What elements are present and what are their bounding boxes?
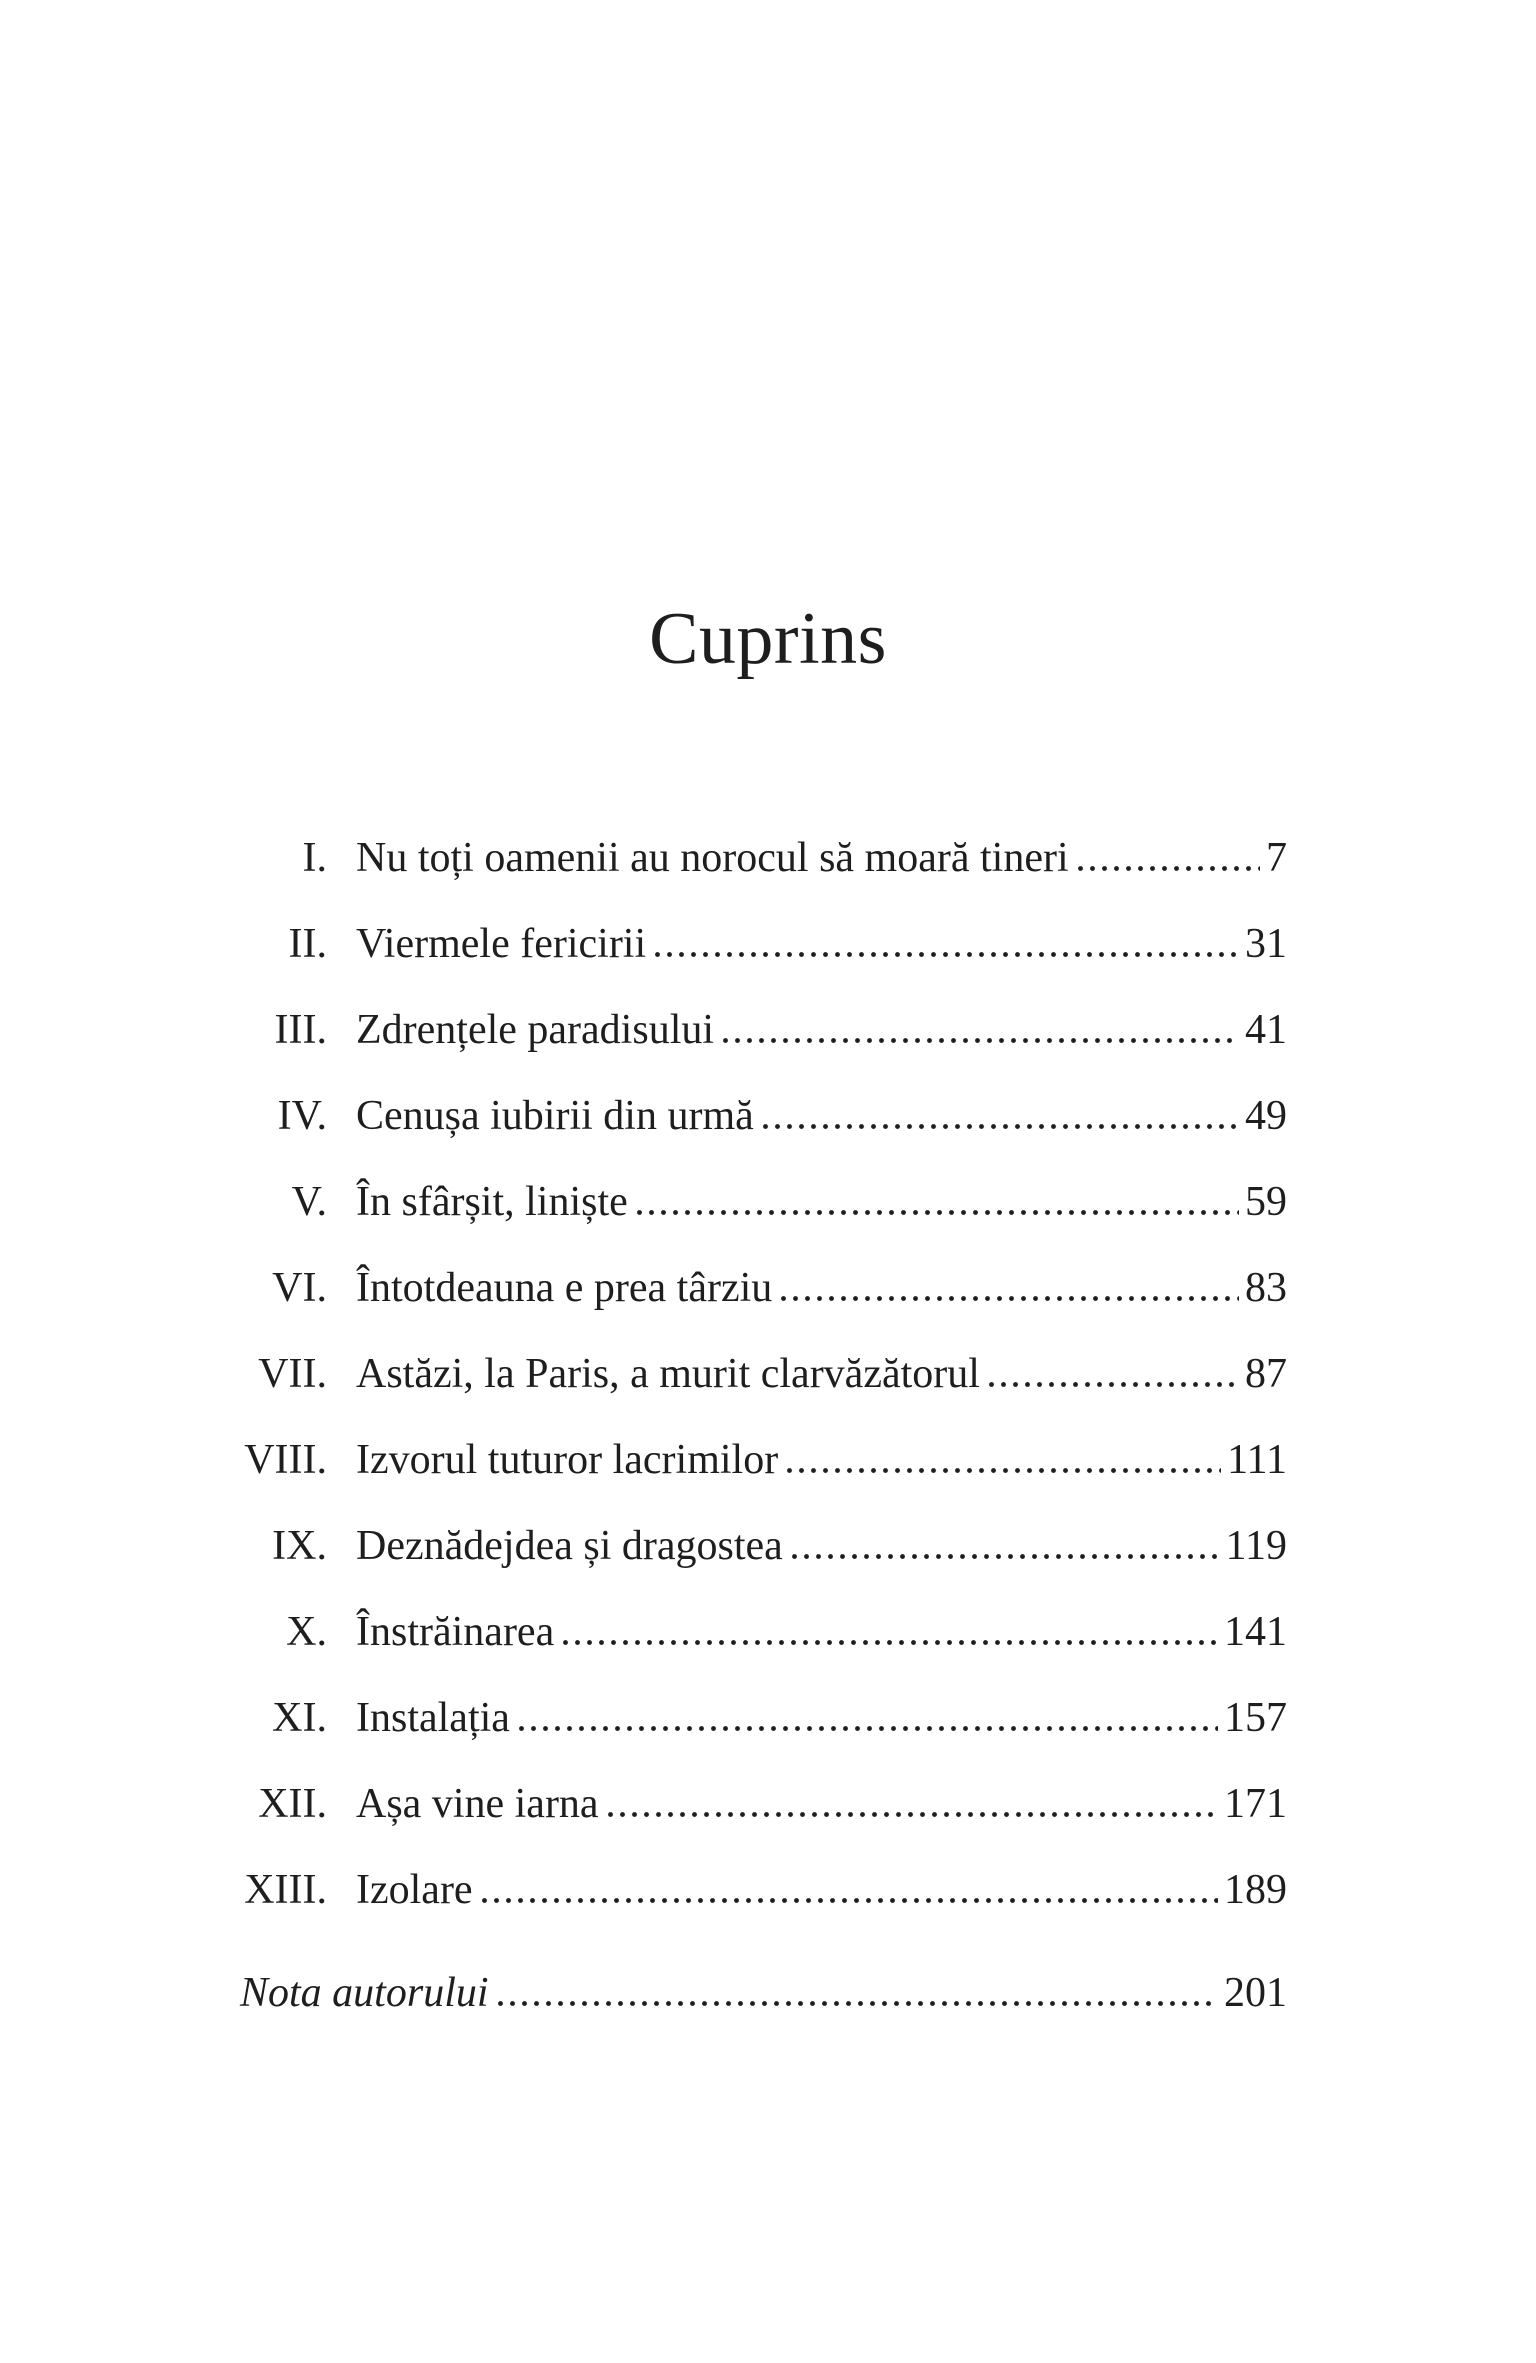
chapter-title: Nota autorului bbox=[240, 1970, 489, 2016]
toc-entry bbox=[240, 1159, 1287, 1245]
chapter-title: Astăzi, la Paris, a murit clarvăzătorul bbox=[356, 1351, 980, 1397]
toc-entry bbox=[240, 1950, 1287, 2036]
toc-entry bbox=[240, 1761, 1287, 1847]
chapter-page-number: 49 bbox=[1245, 1093, 1287, 1139]
chapter-numeral: VI. bbox=[272, 1265, 327, 1311]
toc-entry bbox=[240, 1589, 1287, 1675]
chapter-numeral: X. bbox=[286, 1609, 327, 1655]
dot-leader bbox=[723, 1038, 1239, 1043]
chapter-numeral: IV. bbox=[277, 1093, 327, 1139]
chapter-page-number: 87 bbox=[1245, 1351, 1287, 1397]
chapter-page-number: 41 bbox=[1245, 1007, 1287, 1053]
page-title: Cuprins bbox=[649, 598, 887, 680]
toc-entry bbox=[240, 1073, 1287, 1159]
chapter-title: Instalația bbox=[356, 1695, 510, 1741]
chapter-title: Înstrăinarea bbox=[356, 1609, 555, 1655]
chapter-page-number: 111 bbox=[1227, 1437, 1287, 1483]
chapter-title: Izvorul tuturor lacrimilor bbox=[356, 1437, 779, 1483]
chapter-page-number: 201 bbox=[1224, 1970, 1287, 2016]
chapter-numeral: IX. bbox=[272, 1523, 327, 1569]
chapter-title: Zdrențele paradisului bbox=[356, 1007, 715, 1053]
chapter-title: Întotdeauna e prea târziu bbox=[356, 1265, 773, 1311]
dot-leader bbox=[608, 1812, 1218, 1817]
dot-leader bbox=[498, 2001, 1218, 2006]
toc-entry bbox=[240, 901, 1287, 987]
dot-leader bbox=[989, 1382, 1239, 1387]
dot-leader bbox=[792, 1554, 1220, 1559]
chapter-title: Izolare bbox=[356, 1867, 473, 1913]
toc-entry bbox=[240, 1245, 1287, 1331]
chapter-numeral: XII. bbox=[258, 1781, 327, 1827]
chapter-title: În sfârșit, liniște bbox=[356, 1179, 628, 1225]
chapter-numeral: XIII. bbox=[244, 1867, 327, 1913]
chapter-title: Așa vine iarna bbox=[356, 1781, 599, 1827]
toc-entry bbox=[240, 1847, 1287, 1933]
dot-leader bbox=[781, 1296, 1239, 1301]
dot-leader bbox=[1078, 866, 1260, 871]
dot-leader bbox=[563, 1640, 1218, 1645]
chapter-page-number: 59 bbox=[1245, 1179, 1287, 1225]
chapter-numeral: VIII. bbox=[244, 1437, 327, 1483]
chapter-title: Cenușa iubirii din urmă bbox=[356, 1093, 754, 1139]
toc-entry bbox=[240, 1417, 1287, 1503]
dot-leader bbox=[482, 1898, 1218, 1903]
toc-entry bbox=[240, 1675, 1287, 1761]
chapter-numeral: III. bbox=[274, 1007, 327, 1053]
chapter-page-number: 141 bbox=[1224, 1609, 1287, 1655]
chapter-title: Viermele fericirii bbox=[356, 921, 647, 967]
dot-leader bbox=[655, 952, 1239, 957]
toc-entry bbox=[240, 1331, 1287, 1417]
chapter-page-number: 119 bbox=[1225, 1523, 1287, 1569]
toc-entry bbox=[240, 815, 1287, 901]
chapter-numeral: V. bbox=[291, 1179, 327, 1225]
chapter-page-number: 31 bbox=[1245, 921, 1287, 967]
dot-leader bbox=[519, 1726, 1218, 1731]
chapter-page-number: 83 bbox=[1245, 1265, 1287, 1311]
chapter-page-number: 171 bbox=[1224, 1781, 1287, 1827]
dot-leader bbox=[787, 1468, 1221, 1473]
chapter-page-number: 157 bbox=[1224, 1695, 1287, 1741]
chapter-page-number: 7 bbox=[1266, 835, 1287, 881]
chapter-title: Deznădejdea și dragostea bbox=[356, 1523, 783, 1569]
chapter-numeral: II. bbox=[288, 921, 327, 967]
toc-list bbox=[240, 815, 1287, 2036]
chapter-page-number: 189 bbox=[1224, 1867, 1287, 1913]
dot-leader bbox=[763, 1124, 1239, 1129]
toc-entry bbox=[240, 1503, 1287, 1589]
chapter-title: Nu toți oamenii au norocul să moară tineri bbox=[356, 835, 1069, 881]
dot-leader bbox=[637, 1210, 1239, 1215]
chapter-numeral: XI. bbox=[272, 1695, 327, 1741]
toc-entry bbox=[240, 987, 1287, 1073]
chapter-numeral: I. bbox=[302, 835, 327, 881]
chapter-numeral: VII. bbox=[258, 1351, 327, 1397]
